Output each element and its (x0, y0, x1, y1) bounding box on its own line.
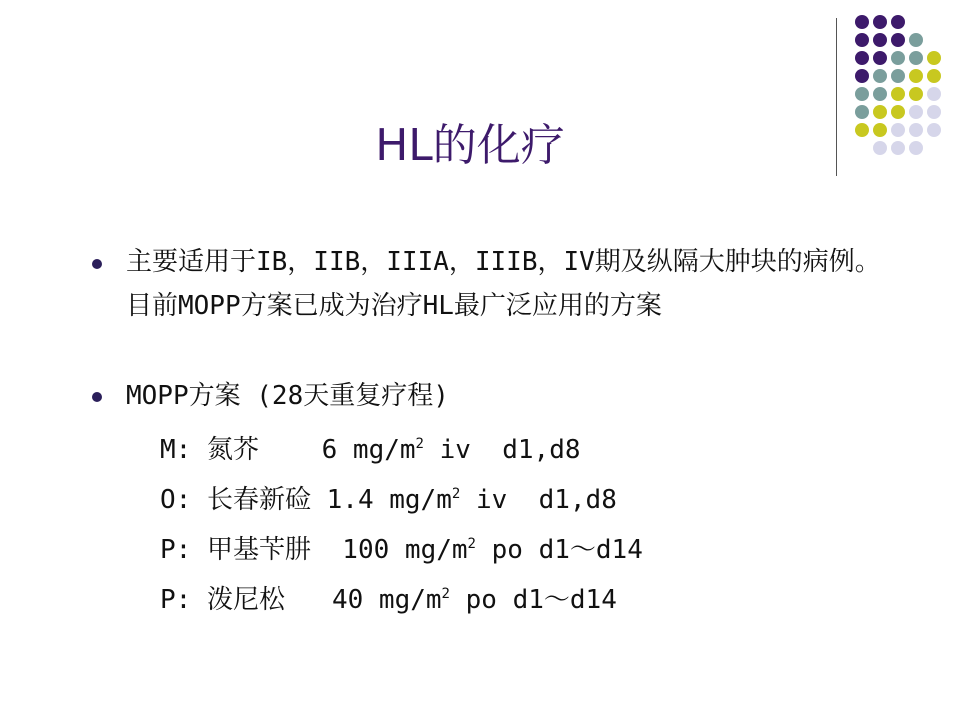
decorative-dot (927, 69, 941, 83)
regimen-line-p2 (160, 572, 617, 622)
decorative-dot (909, 33, 923, 47)
drug-code: M: (160, 435, 192, 465)
drug-schedule: iv d1,d8 (460, 485, 617, 515)
decorative-dot (873, 51, 887, 65)
drug-schedule: po d1～d14 (475, 535, 643, 565)
bullet-text-1: 主要适用于IB，IIB，IIIA，IIIB，IV期及纵隔大肿块的病例。目前MOPP方案已成为治疗HL最广泛应用的方案 (126, 247, 881, 321)
decorative-dot (927, 51, 941, 65)
decorative-dot (855, 69, 869, 83)
dose-exponent: 2 (451, 486, 461, 502)
decorative-dot (873, 15, 887, 29)
decorative-dot (909, 87, 923, 101)
decorative-dot (927, 87, 941, 101)
bullet-icon (92, 259, 102, 269)
decorative-dot (855, 15, 869, 29)
decorative-dot (891, 51, 905, 65)
decorative-dot (873, 69, 887, 83)
decorative-dot (855, 87, 869, 101)
drug-dose: 6 mg/m (321, 435, 416, 465)
dose-exponent: 2 (441, 586, 450, 602)
drug-schedule: iv d1,d8 (423, 435, 581, 465)
decorative-dot (855, 51, 869, 65)
decorative-dot (873, 87, 887, 101)
decorative-dot (873, 33, 887, 47)
drug-name: 泼尼松 (206, 585, 285, 615)
decorative-dot (891, 33, 905, 47)
drug-code: O: (160, 485, 192, 515)
bullet-text-2: MOPP方案 (28天重复疗程) (126, 381, 449, 411)
regimen-line-m (160, 422, 581, 472)
bullet-icon (92, 392, 102, 402)
drug-name: 甲基苄肼 (206, 535, 311, 565)
drug-code: P: (160, 535, 192, 565)
decorative-dot (891, 87, 905, 101)
decorative-dot (855, 33, 869, 47)
dose-exponent: 2 (467, 536, 476, 552)
decorative-dot (909, 69, 923, 83)
regimen-line-o (160, 472, 617, 522)
drug-name: 氮芥 (206, 435, 259, 465)
drug-dose: 100 mg/m (342, 535, 468, 565)
drug-dose: 40 mg/m (331, 585, 442, 615)
drug-name: 长春新硷 (206, 485, 311, 515)
drug-dose: 1.4 mg/m (326, 485, 452, 515)
dose-exponent: 2 (415, 436, 424, 452)
decorative-dot (909, 51, 923, 65)
drug-schedule: po d1～d14 (449, 585, 617, 615)
slide-title: HL的化疗 (375, 120, 565, 171)
regimen-line-p1 (160, 522, 643, 572)
decorative-dot (891, 15, 905, 29)
drug-code: P: (160, 585, 192, 615)
decorative-dot (891, 69, 905, 83)
